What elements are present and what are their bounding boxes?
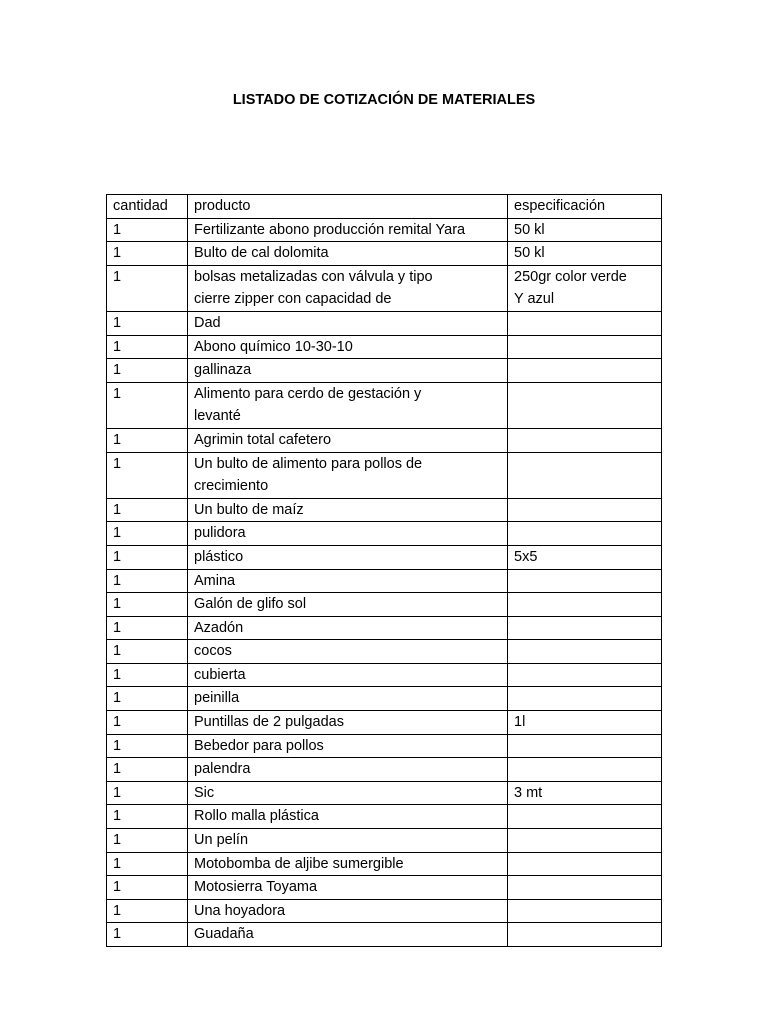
cell-producto — [188, 265, 508, 311]
cell-producto — [188, 616, 508, 640]
producto-line: Un bulto de alimento para pollos de — [194, 455, 423, 472]
producto-line: Motobomba de aljibe sumergible — [194, 855, 404, 872]
cell-producto — [188, 640, 508, 664]
cell-cantidad: 1 — [107, 242, 188, 266]
cell-cantidad: 1 — [107, 265, 188, 311]
cell-cantidad: 1 — [107, 711, 188, 735]
producto-line: cubierta — [194, 666, 246, 683]
cell-producto — [188, 569, 508, 593]
cell-especificacion — [508, 498, 662, 522]
cell-producto — [188, 663, 508, 687]
especificacion-line: 5x5 — [514, 548, 538, 565]
table-row — [107, 545, 662, 569]
cell-especificacion — [508, 569, 662, 593]
cell-especificacion — [508, 242, 662, 266]
cell-producto — [188, 734, 508, 758]
cell-especificacion — [508, 640, 662, 664]
table-row — [107, 428, 662, 452]
cell-producto — [188, 522, 508, 546]
cell-especificacion — [508, 687, 662, 711]
producto-line: Abono químico 10-30-10 — [194, 338, 353, 355]
cell-especificacion — [508, 616, 662, 640]
table-row — [107, 758, 662, 782]
cell-cantidad: 1 — [107, 876, 188, 900]
cell-producto — [188, 311, 508, 335]
table-row — [107, 923, 662, 947]
cell-producto — [188, 242, 508, 266]
producto-line: levanté — [194, 408, 241, 425]
producto-line: Una hoyadora — [194, 902, 286, 919]
header-producto: producto — [188, 195, 508, 219]
cell-cantidad: 1 — [107, 734, 188, 758]
cell-especificacion — [508, 899, 662, 923]
cell-cantidad: 1 — [107, 640, 188, 664]
cell-cantidad: 1 — [107, 899, 188, 923]
cell-especificacion — [508, 311, 662, 335]
cell-producto — [188, 382, 508, 428]
producto-line: Alimento para cerdo de gestación y — [194, 385, 422, 402]
cell-cantidad: 1 — [107, 359, 188, 383]
table-row — [107, 852, 662, 876]
producto-line: Guadaña — [194, 926, 254, 943]
producto-line: gallinaza — [194, 362, 252, 379]
cell-cantidad: 1 — [107, 335, 188, 359]
cell-cantidad: 1 — [107, 663, 188, 687]
cell-especificacion — [508, 829, 662, 853]
table-row — [107, 829, 662, 853]
producto-line: Puntillas de 2 pulgadas — [194, 714, 344, 731]
producto-line: Azadón — [194, 619, 244, 636]
cell-cantidad: 1 — [107, 522, 188, 546]
producto-line: peinilla — [194, 690, 240, 707]
producto-line: plástico — [194, 548, 244, 565]
cell-cantidad: 1 — [107, 687, 188, 711]
cell-cantidad: 1 — [107, 545, 188, 569]
cell-especificacion — [508, 593, 662, 617]
table-row — [107, 805, 662, 829]
producto-line: Rollo malla plástica — [194, 808, 319, 825]
table-row — [107, 616, 662, 640]
producto-line: Agrimin total cafetero — [194, 431, 332, 448]
producto-line: bolsas metalizadas con válvula y tipo — [194, 268, 433, 285]
table-row — [107, 242, 662, 266]
table-row — [107, 218, 662, 242]
cell-producto — [188, 711, 508, 735]
cell-cantidad: 1 — [107, 382, 188, 428]
cell-producto — [188, 805, 508, 829]
table-row — [107, 569, 662, 593]
cell-especificacion — [508, 758, 662, 782]
table-row — [107, 265, 662, 311]
cell-producto — [188, 829, 508, 853]
table-row — [107, 359, 662, 383]
table-row — [107, 781, 662, 805]
cell-producto — [188, 498, 508, 522]
cell-especificacion — [508, 711, 662, 735]
cell-especificacion — [508, 382, 662, 428]
table-row — [107, 498, 662, 522]
cell-producto — [188, 335, 508, 359]
producto-line: palendra — [194, 761, 251, 778]
producto-line: Motosierra Toyama — [194, 879, 318, 896]
table-row — [107, 593, 662, 617]
cell-producto — [188, 428, 508, 452]
cell-especificacion — [508, 923, 662, 947]
cell-cantidad: 1 — [107, 616, 188, 640]
cell-producto — [188, 687, 508, 711]
cell-producto — [188, 452, 508, 498]
producto-line: Un pelín — [194, 832, 249, 849]
cell-producto — [188, 359, 508, 383]
especificacion-line: 250gr color verde — [514, 268, 627, 285]
cell-producto — [188, 876, 508, 900]
table-row — [107, 335, 662, 359]
table-row — [107, 663, 662, 687]
table-body — [107, 218, 662, 946]
header-especificacion: especificación — [508, 195, 662, 219]
table-row — [107, 734, 662, 758]
table-row — [107, 640, 662, 664]
cell-especificacion — [508, 452, 662, 498]
cell-cantidad: 1 — [107, 829, 188, 853]
cell-cantidad: 1 — [107, 428, 188, 452]
cell-cantidad: 1 — [107, 498, 188, 522]
producto-line: crecimiento — [194, 478, 269, 495]
page-title: LISTADO DE COTIZACIÓN DE MATERIALES — [232, 92, 536, 108]
producto-line: Galón de glifo sol — [194, 596, 307, 613]
especificacion-line: 3 mt — [514, 784, 543, 801]
table-row — [107, 452, 662, 498]
cell-producto — [188, 545, 508, 569]
cell-especificacion — [508, 781, 662, 805]
cell-especificacion — [508, 265, 662, 311]
cell-especificacion — [508, 852, 662, 876]
cell-producto — [188, 852, 508, 876]
cell-producto — [188, 758, 508, 782]
cell-cantidad: 1 — [107, 218, 188, 242]
producto-line: Bebedor para pollos — [194, 737, 324, 754]
especificacion-line: 50 kl — [514, 245, 545, 262]
producto-line: Un bulto de maíz — [194, 501, 304, 518]
table-row — [107, 711, 662, 735]
cell-especificacion — [508, 428, 662, 452]
cell-especificacion — [508, 522, 662, 546]
producto-line: cocos — [194, 643, 232, 660]
table-row — [107, 382, 662, 428]
cell-especificacion — [508, 218, 662, 242]
especificacion-line: 50 kl — [514, 221, 545, 238]
cell-especificacion — [508, 359, 662, 383]
cell-cantidad: 1 — [107, 311, 188, 335]
especificacion-line: 1l — [514, 714, 526, 731]
producto-line: Fertilizante abono producción remital Yara — [194, 221, 466, 238]
cell-especificacion — [508, 734, 662, 758]
producto-line: cierre zipper con capacidad de — [194, 291, 392, 308]
producto-line: Amina — [194, 572, 236, 589]
cell-producto — [188, 218, 508, 242]
cell-especificacion — [508, 805, 662, 829]
cell-producto — [188, 781, 508, 805]
cell-cantidad: 1 — [107, 805, 188, 829]
cell-cantidad: 1 — [107, 852, 188, 876]
cell-especificacion — [508, 876, 662, 900]
cell-cantidad: 1 — [107, 593, 188, 617]
header-cantidad: cantidad — [107, 195, 188, 219]
cell-especificacion — [508, 663, 662, 687]
table-row — [107, 311, 662, 335]
cell-cantidad: 1 — [107, 758, 188, 782]
table-row — [107, 899, 662, 923]
cell-cantidad: 1 — [107, 452, 188, 498]
cell-producto — [188, 593, 508, 617]
table-row — [107, 522, 662, 546]
table-header-row — [107, 195, 662, 219]
cell-cantidad: 1 — [107, 569, 188, 593]
cell-especificacion — [508, 335, 662, 359]
producto-line: pulidora — [194, 525, 246, 542]
cell-especificacion — [508, 545, 662, 569]
producto-line: Sic — [194, 784, 215, 801]
cell-cantidad: 1 — [107, 923, 188, 947]
table-row — [107, 687, 662, 711]
cell-cantidad: 1 — [107, 781, 188, 805]
table-row — [107, 876, 662, 900]
producto-line: Bulto de cal dolomita — [194, 245, 329, 262]
cell-producto — [188, 899, 508, 923]
materials-table — [106, 194, 662, 947]
cell-producto — [188, 923, 508, 947]
especificacion-line: Y azul — [514, 291, 555, 308]
producto-line: Dad — [194, 314, 221, 331]
